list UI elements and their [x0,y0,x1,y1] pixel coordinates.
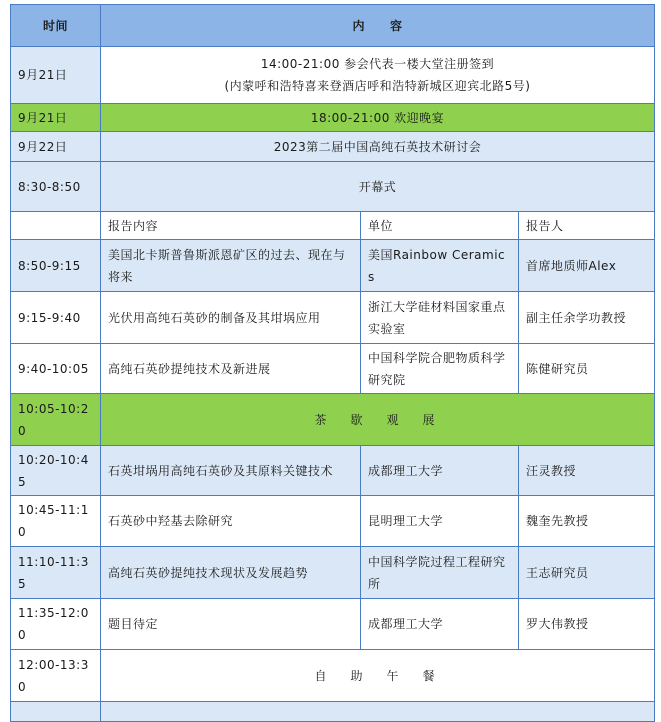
schedule-table [10,4,655,722]
talk-time: 10:20-10:45 [11,446,101,496]
dinner-row [11,104,655,132]
talk-org: 成都理工大学 [361,599,519,650]
lunch-text: 自 助 午 餐 [101,650,655,702]
talk-org: 浙江大学硅材料国家重点实验室 [361,292,519,344]
talk-speaker: 副主任余学功教授 [519,292,655,344]
talk-speaker: 罗大伟教授 [519,599,655,650]
talk-time: 11:35-12:00 [11,599,101,650]
talk-topic: 美国北卡斯普鲁斯派恩矿区的过去、现在与将来 [101,240,361,292]
registration-line1: 14:00-21:00 参会代表一楼大堂注册签到 [260,57,495,71]
conference-row [11,132,655,162]
talk-time: 8:50-9:15 [11,240,101,292]
talk-topic: 石英砂中羟基去除研究 [101,496,361,547]
talk-org: 美国Rainbow Ceramics [361,240,519,292]
tea-break-row [11,394,655,446]
column-topic: 报告内容 [101,212,361,240]
talk-topic: 题目待定 [101,599,361,650]
talk-org: 昆明理工大学 [361,496,519,547]
conference-title: 2023第二届中国高纯石英技术研讨会 [101,132,655,162]
talk-topic: 高纯石英砂提纯技术及新进展 [101,344,361,394]
header-content: 内 容 [101,5,655,47]
next-row-cell [11,702,101,722]
talk-topic: 高纯石英砂提纯技术现状及发展趋势 [101,547,361,599]
talk-row [11,496,655,547]
talk-speaker: 魏奎先教授 [519,496,655,547]
talk-time: 10:45-11:10 [11,496,101,547]
talk-row [11,547,655,599]
tea-break-time: 10:05-10:20 [11,394,101,446]
talk-org: 中国科学院合肥物质科学研究院 [361,344,519,394]
opening-title: 开幕式 [101,162,655,212]
column-time-empty [11,212,101,240]
lunch-row [11,650,655,702]
talk-row [11,292,655,344]
tea-break-text: 茶 歇 观 展 [101,394,655,446]
opening-time: 8:30-8:50 [11,162,101,212]
dinner-text: 18:00-21:00 欢迎晚宴 [101,104,655,132]
header-row [11,5,655,47]
talk-row [11,599,655,650]
registration-info [101,47,655,104]
column-org: 单位 [361,212,519,240]
column-header-row [11,212,655,240]
registration-line2: (内蒙呼和浩特喜来登酒店呼和浩特新城区迎宾北路5号) [224,79,531,93]
talk-row [11,240,655,292]
talk-time: 11:10-11:35 [11,547,101,599]
talk-time: 9:15-9:40 [11,292,101,344]
next-row-cell [101,702,655,722]
registration-row [11,47,655,104]
next-row-partial [11,702,655,722]
talk-topic: 光伏用高纯石英砂的制备及其坩埚应用 [101,292,361,344]
talk-row [11,344,655,394]
header-time: 时间 [11,5,101,47]
talk-row [11,446,655,496]
talk-org: 中国科学院过程工程研究所 [361,547,519,599]
lunch-time: 12:00-13:30 [11,650,101,702]
conference-date: 9月22日 [11,132,101,162]
dinner-date: 9月21日 [11,104,101,132]
opening-row [11,162,655,212]
registration-date: 9月21日 [11,47,101,104]
talk-time: 9:40-10:05 [11,344,101,394]
talk-speaker: 陈健研究员 [519,344,655,394]
talk-topic: 石英坩埚用高纯石英砂及其原料关键技术 [101,446,361,496]
talk-speaker: 汪灵教授 [519,446,655,496]
talk-org: 成都理工大学 [361,446,519,496]
column-speaker: 报告人 [519,212,655,240]
talk-speaker: 王志研究员 [519,547,655,599]
talk-speaker: 首席地质师Alex [519,240,655,292]
